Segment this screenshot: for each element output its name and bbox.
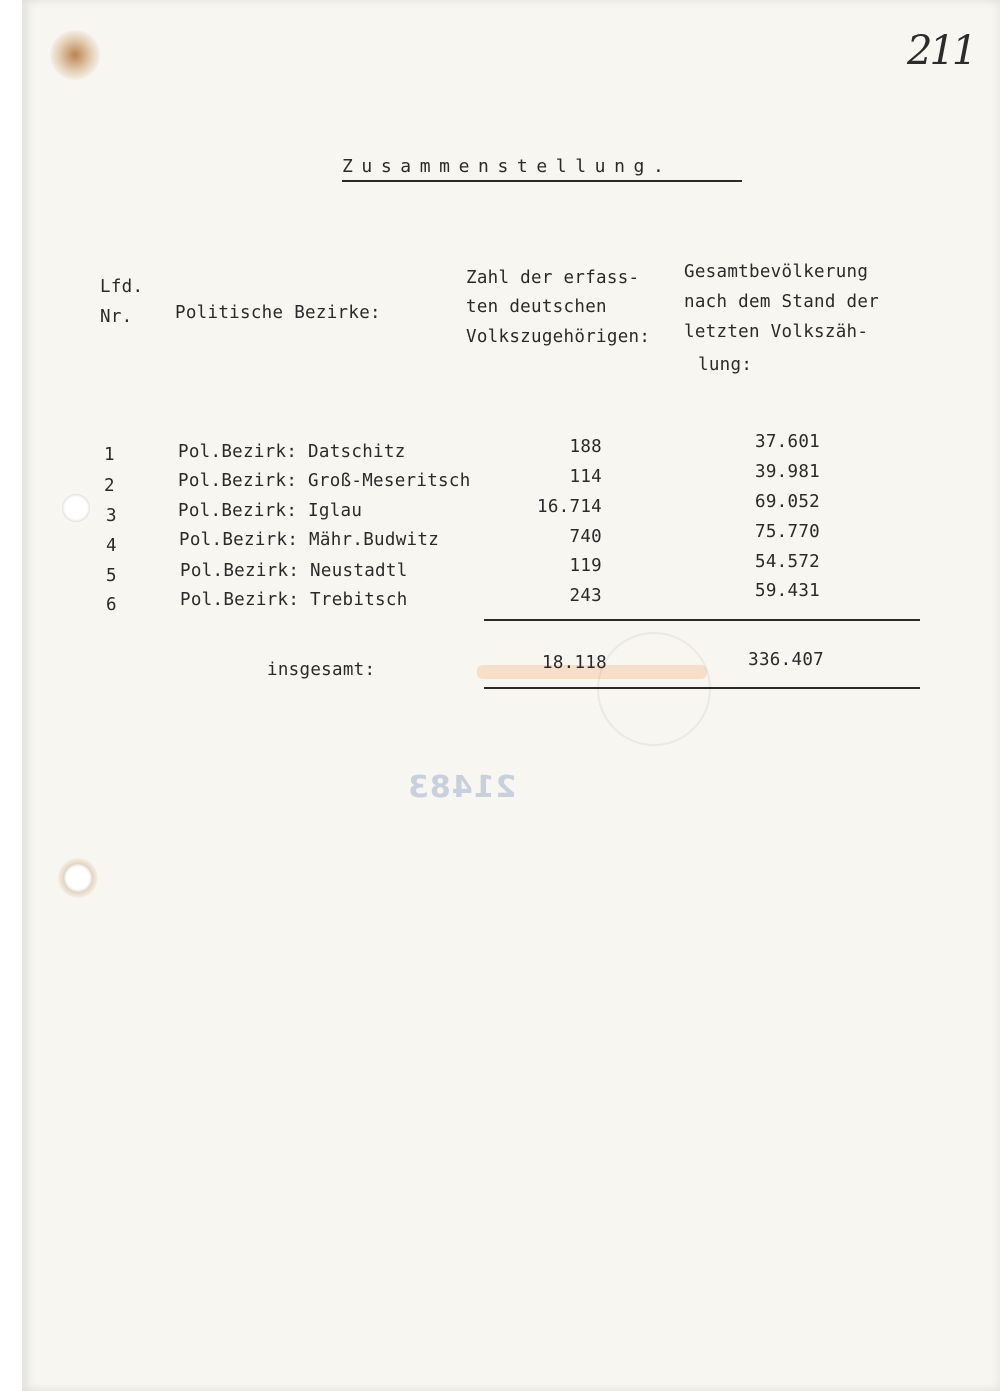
row-nr: 5 <box>106 566 117 586</box>
row-deutsche: 119 <box>569 556 602 576</box>
header-gesamt-line4: lung: <box>698 355 753 375</box>
row-bezirk: Pol.Bezirk: Iglau <box>178 501 363 521</box>
row-gesamt: 37.601 <box>754 432 820 452</box>
row-nr: 4 <box>106 536 117 556</box>
row-deutsche: 188 <box>569 437 602 457</box>
header-zahl-line3: Volkszugehörigen: <box>466 327 651 347</box>
header-bezirke: Politische Bezirke: <box>175 303 381 323</box>
row-gesamt: 39.981 <box>754 462 820 482</box>
punch-hole <box>62 494 90 522</box>
document-page <box>22 0 1000 1391</box>
rust-stain <box>50 30 100 80</box>
row-bezirk: Pol.Bezirk: Datschitz <box>178 442 406 462</box>
row-deutsche: 740 <box>569 527 602 547</box>
punch-hole <box>64 864 92 892</box>
total-deutsche: 18.118 <box>541 653 607 673</box>
row-deutsche: 243 <box>569 586 602 606</box>
header-gesamt-line1: Gesamtbevölkerung <box>684 262 869 282</box>
row-deutsche: 114 <box>569 467 602 487</box>
row-bezirk: Pol.Bezirk: Groß-Meseritsch <box>178 471 471 491</box>
header-gesamt-line2: nach dem Stand der <box>684 292 880 312</box>
row-bezirk: Pol.Bezirk: Trebitsch <box>180 590 408 610</box>
header-zahl-line1: Zahl der erfass- <box>466 268 640 288</box>
row-bezirk: Pol.Bezirk: Mähr.Budwitz <box>179 530 440 550</box>
row-gesamt: 75.770 <box>754 522 820 542</box>
title-underline <box>342 180 742 182</box>
header-gesamt-line3: letzten Volkszäh- <box>684 322 869 342</box>
total-rule <box>484 687 920 689</box>
row-deutsche: 16.714 <box>536 497 602 517</box>
row-nr: 6 <box>106 595 117 615</box>
row-nr: 1 <box>104 445 115 465</box>
sum-rule <box>484 619 920 621</box>
mirrored-stamp-number: 21483 <box>407 770 517 805</box>
row-nr: 3 <box>106 506 117 526</box>
row-gesamt: 59.431 <box>754 581 820 601</box>
faded-seal <box>597 632 711 746</box>
header-zahl-line2: ten deutschen <box>466 297 607 317</box>
row-nr: 2 <box>104 476 115 496</box>
row-gesamt: 69.052 <box>754 492 820 512</box>
page-number: 211 <box>907 28 975 74</box>
row-bezirk: Pol.Bezirk: Neustadtl <box>180 561 408 581</box>
row-gesamt: 54.572 <box>754 552 820 572</box>
total-label: insgesamt: <box>267 660 376 680</box>
total-gesamt: 336.407 <box>748 650 824 670</box>
header-nr: Nr. <box>100 307 133 327</box>
header-lfd: Lfd. <box>100 277 144 297</box>
document-title: Zusammenstellung. <box>342 156 673 177</box>
